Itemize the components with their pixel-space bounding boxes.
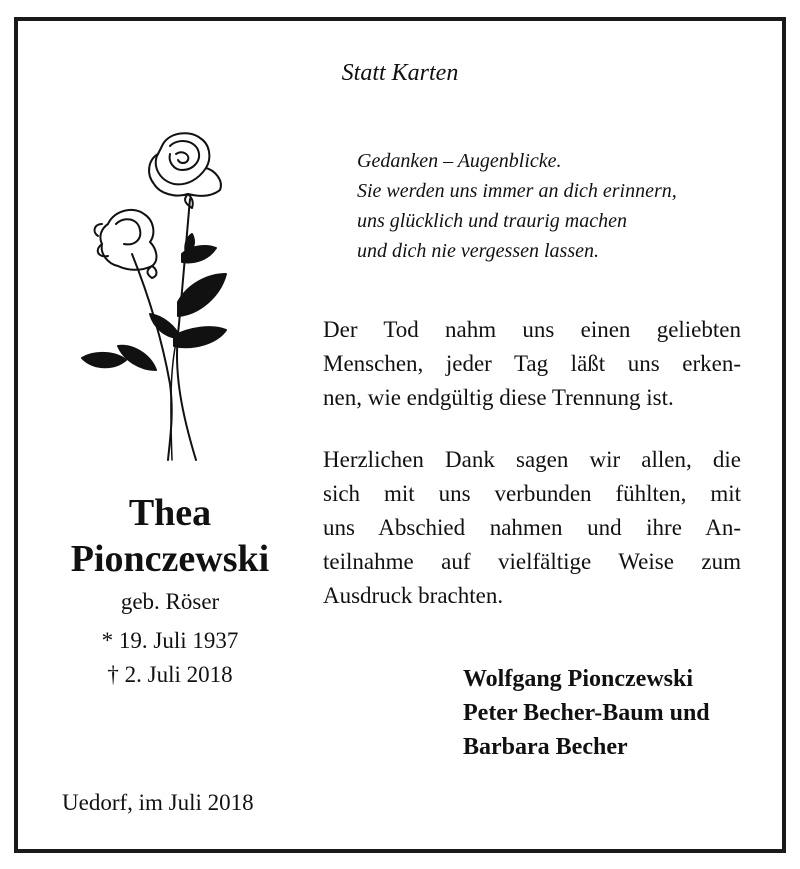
poem-line: uns glücklich und traurig machen bbox=[357, 210, 627, 232]
death-date: † 2. Juli 2018 bbox=[107, 662, 233, 687]
header-statt-karten: Statt Karten bbox=[341, 60, 459, 86]
signer-name: Peter Becher-Baum und bbox=[463, 700, 710, 726]
signer-name: Wolfgang Pionczewski bbox=[463, 666, 694, 692]
deceased-birth-name: geb. Röser bbox=[120, 589, 220, 614]
paragraph-line: sich mit uns verbunden fühlten, mit bbox=[323, 481, 741, 506]
poem-line: Gedanken – Augenblicke. bbox=[357, 150, 562, 172]
paragraph-line: Herzlichen Dank sagen wir allen, die bbox=[323, 447, 741, 472]
paragraph-condolence bbox=[323, 313, 741, 415]
poem bbox=[357, 146, 677, 266]
paragraph-line: Der Tod nahm uns einen geliebten bbox=[323, 317, 741, 342]
signer-name: Barbara Becher bbox=[463, 734, 628, 760]
paragraph-line: uns Abschied nahmen und ihre An- bbox=[323, 515, 741, 540]
deceased-last-name: Pionczewski bbox=[70, 538, 270, 580]
deceased-first-name: Thea bbox=[128, 492, 212, 534]
birth-date: * 19. Juli 1937 bbox=[101, 628, 239, 653]
place-date: Uedorf, im Juli 2018 bbox=[62, 790, 254, 815]
signers bbox=[463, 662, 710, 764]
paragraph-line: teilnahme auf vielfältige Weise zum bbox=[323, 549, 741, 574]
paragraph-line: nen, wie endgültig diese Trennung ist. bbox=[323, 385, 674, 410]
poem-line: und dich nie vergessen lassen. bbox=[357, 240, 599, 262]
poem-line: Sie werden uns immer an dich erinnern, bbox=[357, 180, 677, 202]
paragraph-thanks bbox=[323, 443, 741, 613]
paragraph-line: Ausdruck brachten. bbox=[323, 583, 504, 608]
rose-icon bbox=[78, 124, 248, 464]
paragraph-line: Menschen, jeder Tag läßt uns erken- bbox=[323, 351, 741, 376]
